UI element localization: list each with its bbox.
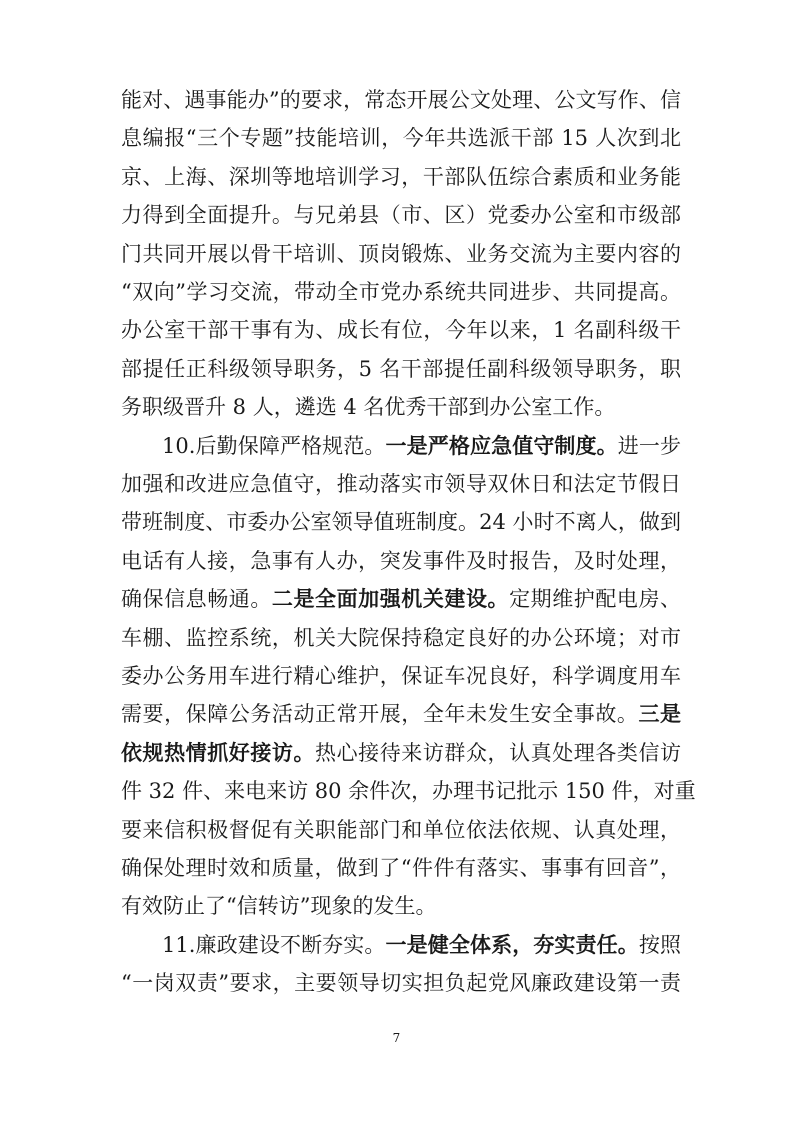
text-line bbox=[121, 585, 681, 613]
text-run: 按照 bbox=[638, 932, 682, 957]
text-line bbox=[121, 662, 681, 690]
bold-text-run: 二是全面加强机关建设。 bbox=[271, 586, 510, 612]
text-line bbox=[121, 777, 696, 805]
text-line bbox=[121, 739, 681, 767]
text-run: 10.后勤保障严格规范。 bbox=[162, 433, 386, 458]
text-line bbox=[121, 547, 681, 575]
text-line bbox=[121, 124, 681, 152]
text-run: 热心接待来访群众，认真处理各类信访 bbox=[315, 740, 682, 765]
text-run: 部提任正科级领导职务，5 名干部提任副科级领导职务，职 bbox=[121, 356, 681, 381]
text-run: 11.廉政建设不断夯实。 bbox=[162, 932, 386, 957]
text-line bbox=[121, 163, 681, 191]
text-run: 委办公务用车进行精心维护，保证车况良好，科学调度用车 bbox=[121, 664, 681, 688]
text-run: 门共同开展以骨干培训、顶岗锻炼、业务交流为主要内容的 bbox=[121, 241, 681, 266]
bold-text-run: 三是 bbox=[638, 701, 682, 727]
text-run: 进一步 bbox=[617, 433, 682, 458]
text-line bbox=[121, 969, 681, 997]
text-run: 办公室干部干事有为、成长有位，今年以来，1 名副科级干 bbox=[121, 318, 681, 343]
text-run: 加强和改进应急值守，推动落实市领导双休日和法定节假日 bbox=[121, 472, 681, 496]
text-run: 要来信积极督促有关职能部门和单位依法依规、认真处理， bbox=[121, 817, 681, 842]
text-run: 京、上海、深圳等地培训学习，干部队伍综合素质和业务能 bbox=[121, 164, 681, 189]
text-line bbox=[121, 854, 681, 882]
text-line bbox=[121, 700, 681, 728]
text-run: 车棚、监控系统，机关大院保持稳定良好的办公环境；对市 bbox=[121, 625, 681, 650]
text-line bbox=[121, 508, 681, 536]
paragraph-heading-line bbox=[162, 931, 681, 959]
text-run: 带班制度、市委办公室领导值班制度。24 小时不离人，做到 bbox=[121, 510, 681, 535]
text-line bbox=[121, 355, 681, 383]
text-run: 件 32 件、来电来访 80 余件次，办理书记批示 150 件，对重 bbox=[121, 779, 696, 804]
paragraph-heading-line bbox=[162, 432, 681, 460]
text-line bbox=[121, 201, 681, 229]
text-line bbox=[121, 278, 681, 306]
text-line bbox=[121, 816, 681, 844]
text-run: 确保信息畅通。 bbox=[121, 587, 272, 612]
text-run: “一岗双责”要求，主要领导切实担负起党风廉政建设第一责 bbox=[121, 971, 681, 996]
text-line bbox=[121, 624, 681, 652]
text-line bbox=[121, 892, 681, 920]
text-run: 息编报“三个专题”技能培训，今年共选派干部 15 人次到北 bbox=[121, 126, 681, 151]
bold-text-run: 一是严格应急值守制度。 bbox=[385, 432, 618, 458]
text-line bbox=[121, 240, 681, 268]
text-run: 定期维护配电房、 bbox=[509, 587, 682, 612]
text-run: “双向”学习交流，带动全市党办系统共同进步、共同提高。 bbox=[121, 280, 681, 304]
page-number: 7 bbox=[392, 1031, 401, 1045]
text-run: 力得到全面提升。与兄弟县（市、区）党委办公室和市级部 bbox=[121, 203, 681, 228]
text-run: 电话有人接，急事有人办，突发事件及时报告，及时处理， bbox=[121, 548, 681, 573]
bold-text-run: 依规热情抓好接访。 bbox=[121, 739, 316, 765]
text-line bbox=[121, 393, 681, 421]
bold-text-run: 一是健全体系，夯实责任。 bbox=[385, 931, 639, 957]
text-line bbox=[121, 86, 681, 114]
text-run: 务职级晋升 8 人，遴选 4 名优秀干部到办公室工作。 bbox=[121, 395, 616, 420]
text-run: 确保处理时效和质量，做到了“件件有落实、事事有回音”， bbox=[121, 856, 681, 880]
text-run: 能对、遇事能办”的要求，常态开展公文处理、公文写作、信 bbox=[121, 88, 681, 112]
text-line bbox=[121, 470, 681, 498]
text-run: 需要，保障公务活动正常开展，全年未发生安全事故。 bbox=[121, 702, 639, 727]
text-run: 有效防止了“信转访”现象的发生。 bbox=[121, 894, 437, 919]
text-line bbox=[121, 316, 681, 344]
